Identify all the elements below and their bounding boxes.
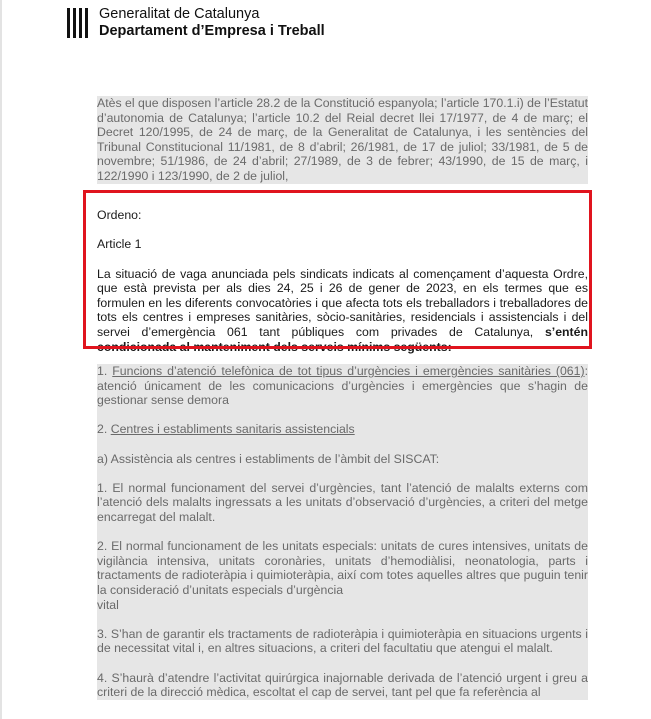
ordeno-label: Ordeno:	[97, 208, 142, 223]
article-heading: Article 1	[97, 237, 142, 252]
list-item-4: 4. S’haurà d’atendre l’activitat quirúrgica inajornable derivada de l’atenció urgent i greu a criteri de la direcció mèdica, escoltat el cap de servei, tant pel que fa referència al	[97, 670, 588, 700]
list-item-3: 3. S’han de garantir els tractaments de radioteràpia i quimioteràpia en situacions urgents i de necessitat vital i, en altres situacions, a criteri del facultatiu que atengui el malalt.	[97, 626, 588, 656]
article-body-text: La situació de vaga anunciada pels sindicats indicats al començament d’aquesta Ordre, que està prevista per als dies 24, 25 i 26 de gener de 2023, en els termes que es formulen en les diferents convocatòries i que afecta tots els treballadors i treballadores de tots els centres i empreses sanitàries, sòcio-sanitàries, residencials i assistencials i del servei d’emergència 061 tant públiques com privades de Catalunya,	[97, 266, 588, 339]
org-line-2: Departament d’Empresa i Treball	[99, 23, 325, 39]
organization-name	[99, 6, 325, 40]
section-1-title: Funcions d’atenció telefònica de tot tipus d’urgències i emergències sanitàries (061)	[112, 364, 585, 379]
preamble-paragraph: Atès el que disposen l’article 28.2 de la Constitució espanyola; l’article 170.1.i) de l’Estatut d’autonomia de Catalunya; l’article 10.2 del Reial decret llei 17/1977, de 4 de març; el Decret 120/1995, de 24 de març, de la Generalitat de Catalunya, i les sentències del Tribunal Constitucional 11/1981, de 8 d’abril; 26/1981, de 17 de juliol; 33/1981, de 5 de novembre; 51/1986, de 24 d’abril; 27/1989, de 3 de febrer; 43/1990, de 15 de març, i 122/1990 i 123/1990, de 2 de juliol,	[97, 96, 588, 183]
document-body	[97, 96, 588, 700]
article-body-bold: s’entén condicionada al manteniment dels serveis mínims següents:	[97, 324, 588, 354]
section-1-text: : atenció únicament de les comunicacions d’urgències i emergències que s’hagin de gestionar sense demora	[97, 364, 588, 408]
section-2	[97, 422, 588, 437]
article-body	[97, 267, 588, 355]
page-edge	[0, 0, 2, 719]
list-item-2: 2. El normal funcionament de les unitats especials: unitats de cures intensives, unitats de vigilància intensiva, unitats coronàries, unitats d’hemodiàlisi, neonatologia, parts i tractaments de radioteràpia i quimioteràpia, així com totes aquelles altres que puguin tenir la consideració d’unitats especials d’urgència	[97, 539, 588, 597]
section-1	[97, 364, 588, 408]
list-item-1: 1. El normal funcionament del servei d’urgències, tant l’atenció de malalts externs com l’atenció dels malalts ingressats a les unitats d’observació d’urgències, a criteri del metge encarregat del malalt.	[97, 480, 588, 525]
org-line-1: Generalitat de Catalunya	[99, 6, 260, 22]
section-1-number: 1.	[97, 364, 113, 379]
list-item-2-tail: vital	[97, 598, 588, 613]
section-2-title: Centres i establiments sanitaris assistencials	[110, 422, 355, 437]
section-2-number: 2.	[97, 422, 111, 437]
senyera-icon	[66, 8, 90, 38]
subsection-a: a) Assistència als centres i establiments de l’àmbit del SISCAT:	[97, 452, 588, 467]
